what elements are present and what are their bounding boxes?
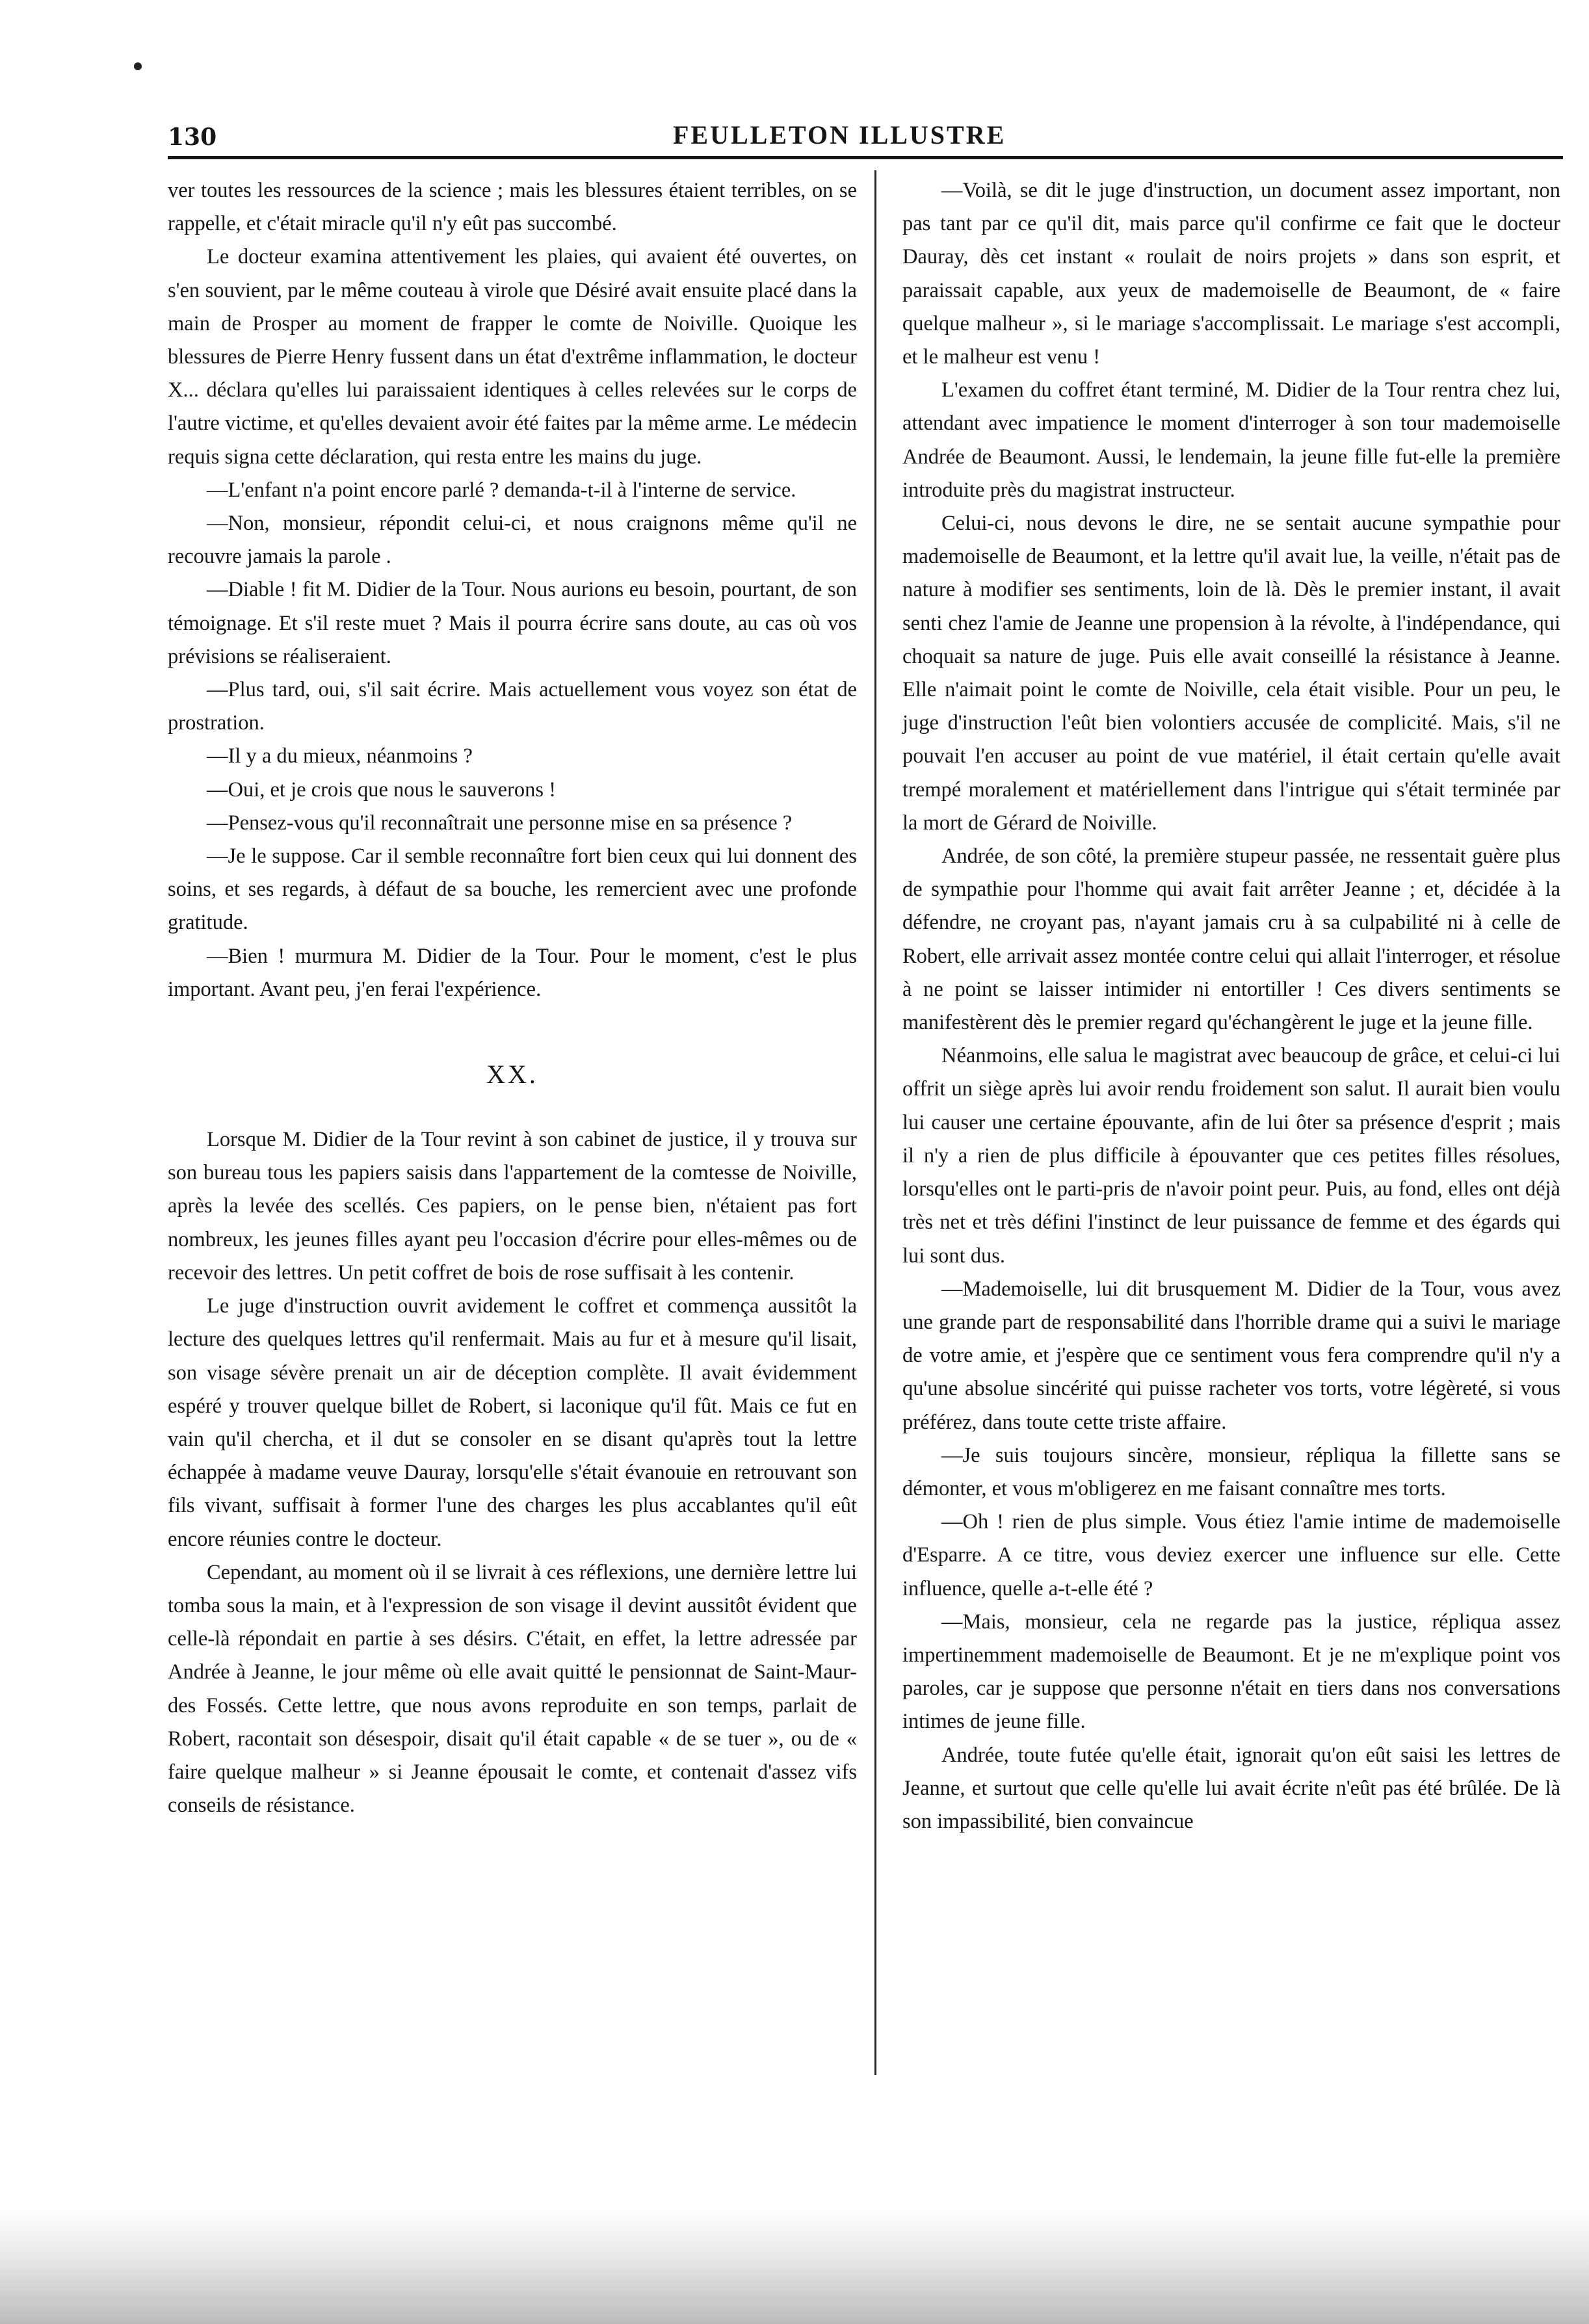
left-column: [168, 174, 857, 1822]
paragraph: —Bien ! murmura M. Didier de la Tour. Pour le moment, c'est le plus important. Avant peu, j'en ferai l'expérience.: [168, 944, 857, 1001]
paragraph: Néanmoins, elle salua le magistrat avec beaucoup de grâce, et celui-ci lui offrit un siège après lui avoir rendu froidement son salut. Il aurait bien voulu lui causer une certaine épouvante, afin de lui ôter sa présence d'esprit ; mais il n'y a rien de plus difficile à épouvanter que ces petites filles résolues, lorsqu'elles ont le parti-pris de n'avoir point peur. Puis, au fond, elles ont déjà très net et très défini l'instinct de leur puissance de femme et des égards qui lui sont dus.: [902, 1044, 1561, 1268]
paragraph: ver toutes les ressources de la science ; mais les blessures étaient terribles, on se rappelle, et c'était miracle qu'il n'y eût pas succombé.: [168, 179, 857, 236]
right-column: [902, 174, 1560, 1838]
column-divider: [874, 170, 876, 2075]
paragraph: —Mademoiselle, lui dit brusquement M. Didier de la Tour, vous avez une grande part de responsabilité dans l'horrible drame qui a suivi le mariage de votre amie, et j'espère que ce sentiment vous fera comprendre qu'il n'y a qu'une absolue sincérité qui puisse racheter vos torts, votre légèreté, si vous préférez, dans toute cette triste affaire.: [902, 1277, 1560, 1434]
paragraph: Cependant, au moment où il se livrait à ces réflexions, une dernière lettre lui tomba sous la main, et à l'expression de son visage il devint aussitôt évident que celle-là répondait en partie à ses désirs. C'était, en effet, la lettre adressée par Andrée à Jeanne, le jour même où elle avait quitté le pensionnat de Saint-Maur-des Fossés. Cette lettre, que nous avons reproduite en son temps, parlait de Robert, racontait son désespoir, disait qu'il était capable « de se tuer », ou de « faire quelque malheur » si Jeanne épousait le comte, et contenait d'assez vifs conseils de résistance.: [168, 1560, 857, 1818]
paragraph: Lorsque M. Didier de la Tour revint à son cabinet de justice, il y trouva sur son bureau tous les papiers saisis dans l'appartement de la comtesse de Noiville, après la levée des scellés. Ces papiers, on le pense bien, n'étaient pas fort nombreux, les jeunes filles ayant peu l'occasion d'écrire pour elles-mêmes ou de recevoir des lettres. Un petit coffret de bois de rose suffisait à les contenir.: [168, 1128, 857, 1285]
paragraph: Celui-ci, nous devons le dire, ne se sentait aucune sympathie pour mademoiselle de Beaumont, et la lettre qu'il avait lue, la veille, n'était pas de nature à modifier ses sentiments, loin de là. Dès le premier instant, il avait senti chez l'amie de Jeanne une propension à la révolte, à l'indépendance, qui choquait sa nature de juge. Puis elle avait conseillé la résistance à Jeanne. Elle n'aimait point le comte de Noiville, cela était visible. Pour un peu, le juge d'instruction l'eût bien volontiers accusée de complicité. Mais, s'il ne pouvait l'en accuser au point de vue matériel, il était certain qu'elle avait trempé moralement et matériellement dans l'intrigue qui s'était terminée par la mort de Gérard de Noiville.: [902, 512, 1560, 835]
paragraph: Andrée, de son côté, la première stupeur passée, ne ressentait guère plus de sympathie pour l'homme qui avait fait arrêter Jeanne ; et, décidée à la défendre, ne croyant pas, n'ayant jamais cru à sa culpabilité ni à celle de Robert, elle arrivait assez montée contre celui qui allait l'interroger, et résolue à ne point se laisser intimider ni entortiller ! Ces divers sentiments se manifestèrent dès le premier regard qu'échangèrent le juge et la jeune fille.: [902, 844, 1560, 1035]
section-heading: XX.: [486, 1060, 538, 1090]
paragraph: —Plus tard, oui, s'il sait écrire. Mais actuellement vous voyez son état de prostration.: [168, 678, 857, 735]
paragraph: Le docteur examina attentivement les plaies, qui avaient été ouvertes, on s'en souvient, par le même couteau à virole que Désiré avait ensuite placé dans la main de Prosper au moment de frapper le comte de Noiville. Quoique les blessures de Pierre Henry fussent dans un état d'extrême inflammation, le docteur X... déclara qu'elles lui paraissaient identiques à celles relevées sur le corps de l'autre victime, et qu'elles devaient avoir été faites par la même arme. Le médecin requis signa cette déclaration, qui resta entre les mains du juge.: [168, 245, 857, 469]
paragraph: —Pensez-vous qu'il reconnaîtrait une personne mise en sa présence ?: [207, 811, 793, 835]
paragraph: —Je le suppose. Car il semble reconnaître fort bien ceux qui lui donnent des soins, et ses regards, à défaut de sa bouche, les remercient avec une profonde gratitude.: [168, 844, 857, 935]
paragraph: —Je suis toujours sincère, monsieur, répliqua la fillette sans se démonter, et vous m'obligerez en me faisant connaître mes torts.: [902, 1443, 1560, 1500]
paragraph: Le juge d'instruction ouvrit avidement le coffret et commença aussitôt la lecture des quelques lettres qu'il renfermait. Mais au fur et à mesure qu'il lisait, son visage sévère prenait un air de déception complète. Il avait évidemment espéré y trouver quelque billet de Robert, si laconique qu'il fût. Mais ce fut en vain qu'il chercha, et il dut se consoler en se disant qu'après tout la lettre échappée à madame veuve Dauray, lorsqu'elle s'était évanouie en retrouvant son fils vivant, suffisait à former l'une des charges les plus accablantes qu'il eût encore réunies contre le docteur.: [168, 1294, 857, 1551]
ink-dot: [134, 62, 142, 70]
paragraph: —L'enfant n'a point encore parlé ? demanda-t-il à l'interne de service.: [207, 478, 796, 502]
paragraph: —Oui, et je crois que nous le sauverons !: [207, 777, 557, 802]
paragraph: Andrée, toute futée qu'elle était, ignorait qu'on eût saisi les lettres de Jeanne, et surtout que celle qu'elle lui avait écrite n'eût pas été brûlée. De là son impassibilité, bien convaincue: [902, 1743, 1560, 1833]
page-bottom-shadow: [0, 2210, 1589, 2324]
paragraph: —Voilà, se dit le juge d'instruction, un document assez important, non pas tant par ce qu'il dit, mais parce qu'il confirme ce fait que le docteur Dauray, dès cet instant « roulait de noirs projets » dans son esprit, et paraissait capable, aux yeux de mademoiselle de Beaumont, de « faire quelque malheur », si le mariage s'accomplissait. Le mariage s'est accompli, et le malheur est venu !: [902, 179, 1560, 369]
paragraph: —Diable ! fit M. Didier de la Tour. Nous aurions eu besoin, pourtant, de son témoignage. Et s'il reste muet ? Mais il pourra écrire sans doute, au cas où vos prévisions se réaliseraient.: [168, 578, 857, 668]
paragraph: L'examen du coffret étant terminé, M. Didier de la Tour rentra chez lui, attendant avec impatience le moment d'interroger à son tour mademoiselle Andrée de Beaumont. Aussi, le lendemain, la jeune fille fut-elle la première introduite près du magistrat instructeur.: [902, 378, 1560, 502]
header-rule: [168, 156, 1563, 159]
running-title: FEULLETON ILLUSTRE: [673, 120, 1006, 150]
paragraph: —Mais, monsieur, cela ne regarde pas la justice, répliqua assez impertinemment mademoiselle de Beaumont. Et je ne m'explique point vos paroles, car je suppose que personne n'était en tiers dans nos conversations intimes de jeune fille.: [902, 1610, 1560, 1734]
page-number: 130: [168, 124, 217, 151]
paragraph: —Non, monsieur, répondit celui-ci, et nous craignons même qu'il ne recouvre jamais la parole .: [168, 512, 857, 569]
paragraph: —Oh ! rien de plus simple. Vous étiez l'amie intime de mademoiselle d'Esparre. A ce titre, vous deviez exercer une influence sur elle. Cette influence, quelle a-t-elle été ?: [902, 1510, 1560, 1600]
paragraph: —Il y a du mieux, néanmoins ?: [207, 744, 473, 768]
